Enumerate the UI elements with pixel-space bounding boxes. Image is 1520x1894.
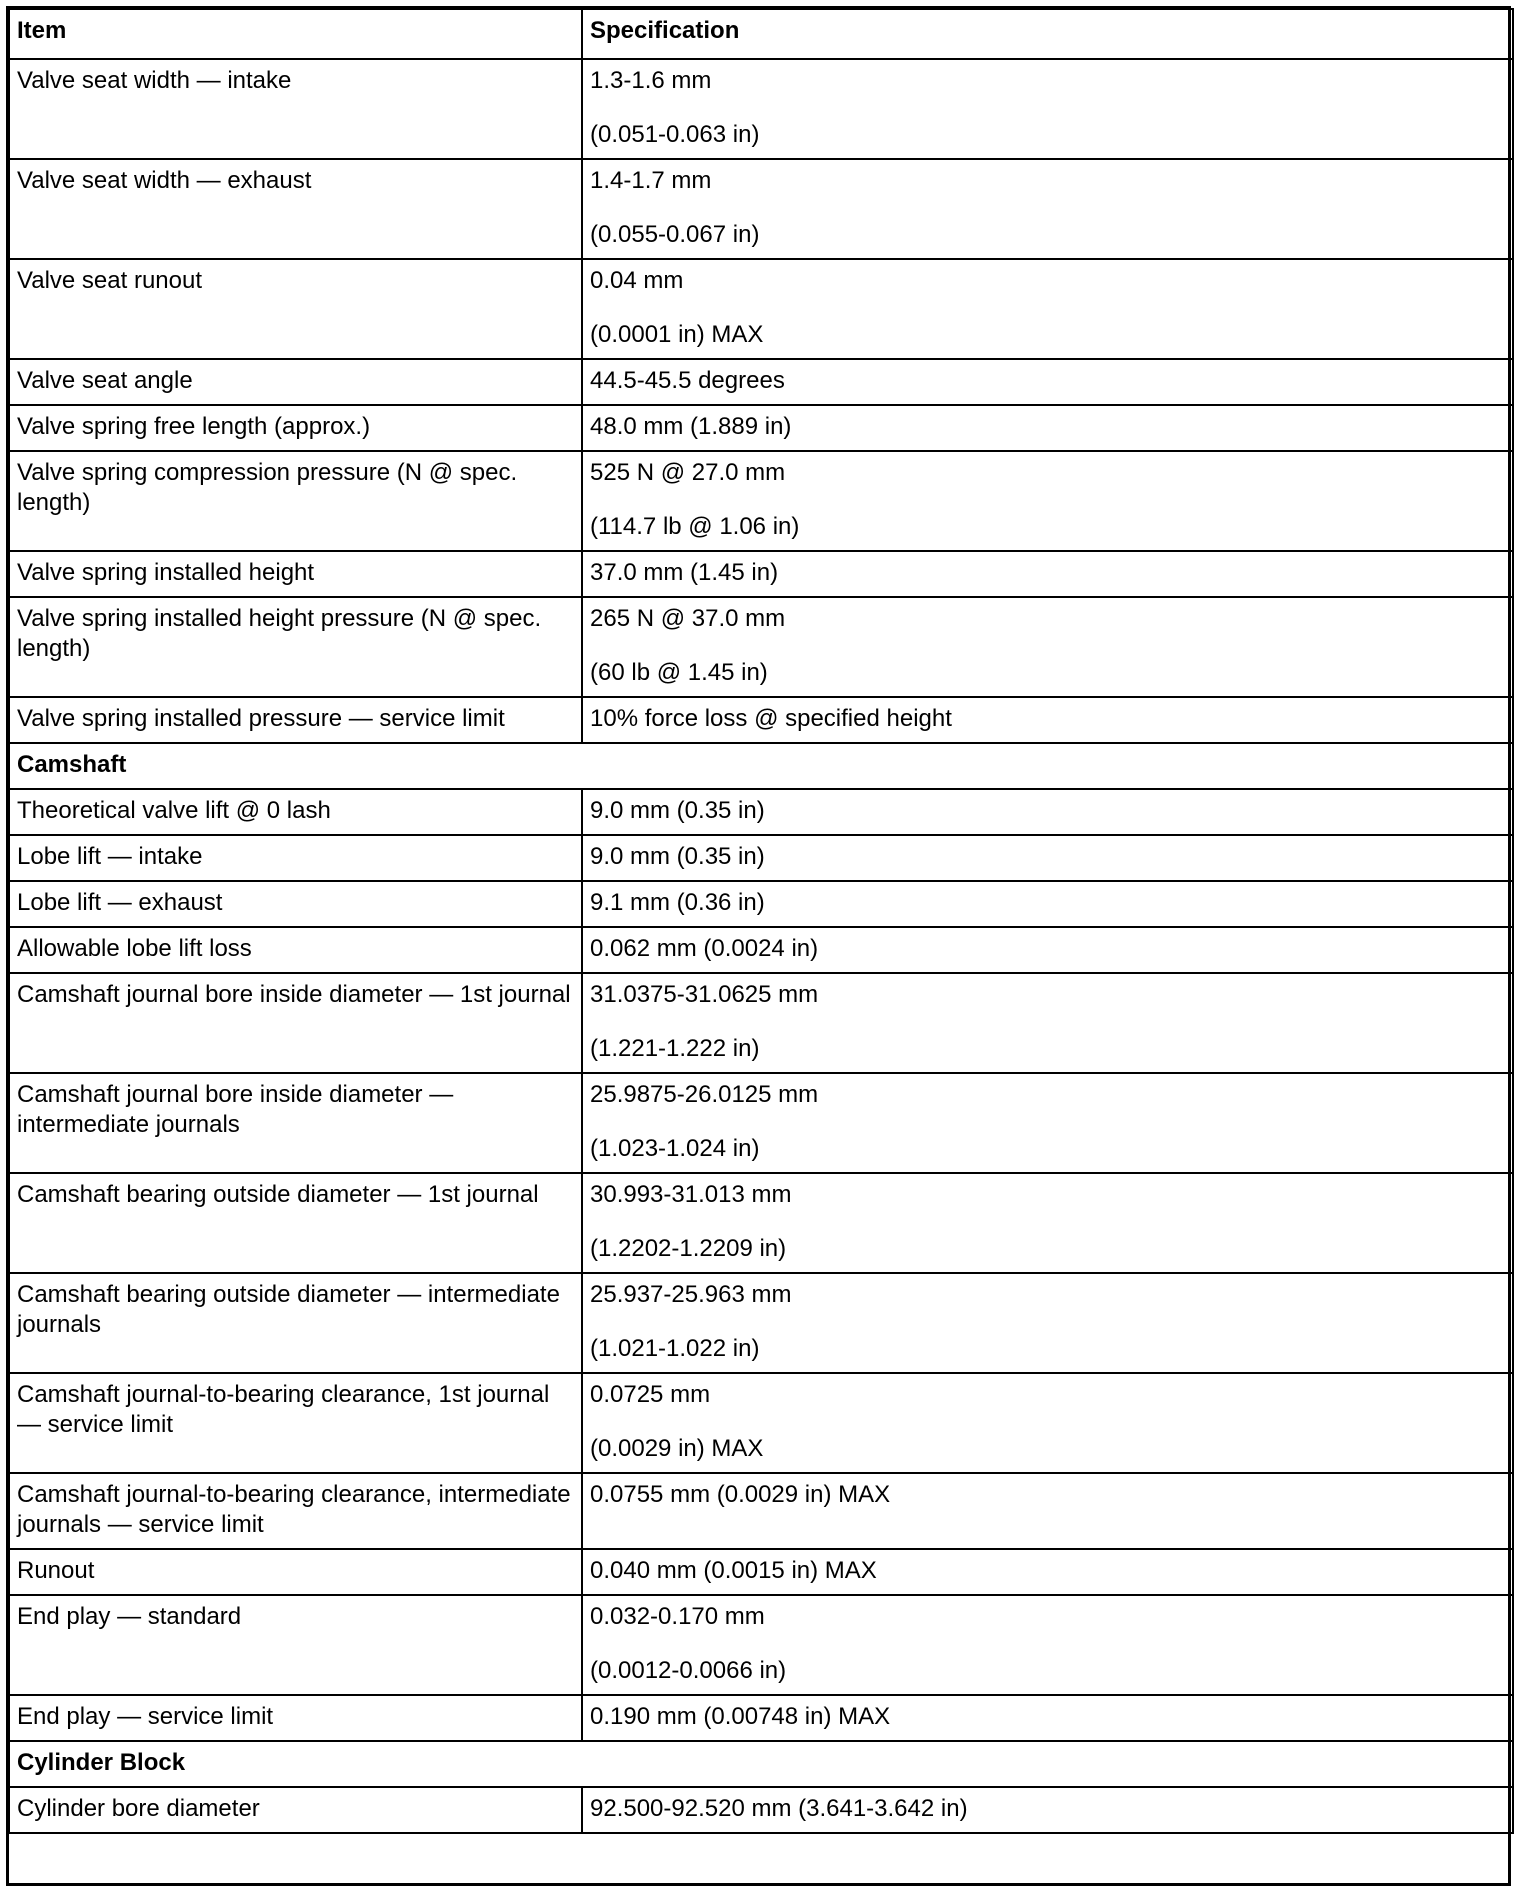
item-cell: Cylinder bore diameter <box>9 1787 582 1833</box>
table-row <box>9 1787 1513 1833</box>
specification-value: 10% force loss @ specified height <box>590 705 952 732</box>
table-row <box>9 59 1513 159</box>
column-header-specification: Specification <box>582 9 1513 59</box>
specification-value: 30.993-31.013 mm <box>590 1181 792 1208</box>
table-row <box>9 1473 1513 1549</box>
item-cell: Camshaft bearing outside diameter — 1st journal <box>9 1173 582 1273</box>
item-cell: Allowable lobe lift loss <box>9 927 582 973</box>
specification-cell <box>582 1173 1513 1273</box>
specification-value: 25.937-25.963 mm <box>590 1281 792 1308</box>
specification-value: 0.190 mm (0.00748 in) MAX <box>590 1703 891 1730</box>
item-cell: Valve seat runout <box>9 259 582 359</box>
table-row <box>9 451 1513 551</box>
section-title: Camshaft <box>9 743 1513 789</box>
specification-cell <box>582 259 1513 359</box>
item-cell: Camshaft bearing outside diameter — intermediate journals <box>9 1273 582 1373</box>
item-cell: Valve spring installed pressure — service limit <box>9 697 582 743</box>
specification-cell <box>582 1273 1513 1373</box>
specification-value: (0.051-0.063 in) <box>590 121 760 148</box>
section-title: Cylinder Block <box>9 1741 1513 1787</box>
table-row <box>9 259 1513 359</box>
specification-cell <box>582 159 1513 259</box>
specification-value: 1.4-1.7 mm <box>590 167 712 194</box>
specification-value: 31.0375-31.0625 mm <box>590 981 819 1008</box>
table-row <box>9 1173 1513 1273</box>
specification-value: (0.0029 in) MAX <box>590 1435 764 1462</box>
item-cell: Valve seat width — intake <box>9 59 582 159</box>
table-row <box>9 159 1513 259</box>
specification-value: 0.040 mm (0.0015 in) MAX <box>590 1557 877 1584</box>
specification-value: (1.023-1.024 in) <box>590 1135 760 1162</box>
item-cell: Valve seat width — exhaust <box>9 159 582 259</box>
specification-cell <box>582 551 1513 597</box>
item-cell: Valve spring free length (approx.) <box>9 405 582 451</box>
table-row <box>9 835 1513 881</box>
specification-cell <box>582 927 1513 973</box>
table-row <box>9 1273 1513 1373</box>
item-cell: Theoretical valve lift @ 0 lash <box>9 789 582 835</box>
item-cell: Lobe lift — intake <box>9 835 582 881</box>
table-row <box>9 1073 1513 1173</box>
item-cell: Camshaft journal bore inside diameter — 1st journal <box>9 973 582 1073</box>
specification-value: 92.500-92.520 mm (3.641-3.642 in) <box>590 1795 968 1822</box>
specification-cell <box>582 881 1513 927</box>
table-row <box>9 405 1513 451</box>
table-row <box>9 359 1513 405</box>
specification-value: (1.021-1.022 in) <box>590 1335 760 1362</box>
table-row <box>9 927 1513 973</box>
specification-value: 9.0 mm (0.35 in) <box>590 843 765 870</box>
table-row <box>9 1549 1513 1595</box>
item-cell: Camshaft journal bore inside diameter — intermediate journals <box>9 1073 582 1173</box>
table-row <box>9 789 1513 835</box>
specification-value: 9.1 mm (0.36 in) <box>590 889 765 916</box>
item-cell: End play — standard <box>9 1595 582 1695</box>
item-cell: Runout <box>9 1549 582 1595</box>
specification-value: 0.0755 mm (0.0029 in) MAX <box>590 1481 891 1508</box>
specification-value: 0.04 mm <box>590 267 684 294</box>
specification-cell <box>582 59 1513 159</box>
table-row <box>9 973 1513 1073</box>
specification-value: (60 lb @ 1.45 in) <box>590 659 768 686</box>
specification-value: 0.0725 mm <box>590 1381 711 1408</box>
item-cell: Valve spring installed height pressure (N @ spec. length) <box>9 597 582 697</box>
column-header-item: Item <box>9 9 582 59</box>
section-header-row <box>9 743 1513 789</box>
item-cell: Lobe lift — exhaust <box>9 881 582 927</box>
specification-value: 525 N @ 27.0 mm <box>590 459 786 486</box>
specification-cell <box>582 1073 1513 1173</box>
specification-cell <box>582 405 1513 451</box>
table-row <box>9 597 1513 697</box>
specification-value: 265 N @ 37.0 mm <box>590 605 786 632</box>
specification-value: 48.0 mm (1.889 in) <box>590 413 792 440</box>
item-cell: Valve spring compression pressure (N @ spec. length) <box>9 451 582 551</box>
specification-value: (0.0012-0.0066 in) <box>590 1657 787 1684</box>
table-row <box>9 1373 1513 1473</box>
specification-cell <box>582 1549 1513 1595</box>
specification-cell <box>582 451 1513 551</box>
table-row <box>9 551 1513 597</box>
specification-value: 37.0 mm (1.45 in) <box>590 559 779 586</box>
specification-value: 0.062 mm (0.0024 in) <box>590 935 819 962</box>
table-header-row <box>9 9 1513 59</box>
specification-table <box>8 8 1514 1834</box>
item-cell: Valve spring installed height <box>9 551 582 597</box>
table-row <box>9 881 1513 927</box>
section-header-row <box>9 1741 1513 1787</box>
specification-cell <box>582 1473 1513 1549</box>
item-cell: Camshaft journal-to-bearing clearance, 1st journal — service limit <box>9 1373 582 1473</box>
specification-value: 9.0 mm (0.35 in) <box>590 797 765 824</box>
specification-cell <box>582 835 1513 881</box>
table-row <box>9 1695 1513 1741</box>
specification-cell <box>582 359 1513 405</box>
specification-cell <box>582 973 1513 1073</box>
specification-value: 25.9875-26.0125 mm <box>590 1081 819 1108</box>
item-cell: End play — service limit <box>9 1695 582 1741</box>
item-cell: Valve seat angle <box>9 359 582 405</box>
specification-value: (1.2202-1.2209 in) <box>590 1235 787 1262</box>
specification-value: (0.055-0.067 in) <box>590 221 760 248</box>
specification-cell <box>582 697 1513 743</box>
specification-cell <box>582 1695 1513 1741</box>
specification-cell <box>582 597 1513 697</box>
table-row <box>9 697 1513 743</box>
specification-value: 44.5-45.5 degrees <box>590 367 785 394</box>
table-body <box>9 59 1513 1833</box>
specification-cell <box>582 1595 1513 1695</box>
specification-value: 1.3-1.6 mm <box>590 67 712 94</box>
specification-value: (114.7 lb @ 1.06 in) <box>590 513 800 540</box>
table-row <box>9 1595 1513 1695</box>
specification-cell <box>582 1373 1513 1473</box>
specification-cell <box>582 789 1513 835</box>
item-cell: Camshaft journal-to-bearing clearance, intermediate journals — service limit <box>9 1473 582 1549</box>
specification-value: (1.221-1.222 in) <box>590 1035 760 1062</box>
specification-value: 0.032-0.170 mm <box>590 1603 765 1630</box>
specification-value: (0.0001 in) MAX <box>590 321 764 348</box>
specification-cell <box>582 1787 1513 1833</box>
